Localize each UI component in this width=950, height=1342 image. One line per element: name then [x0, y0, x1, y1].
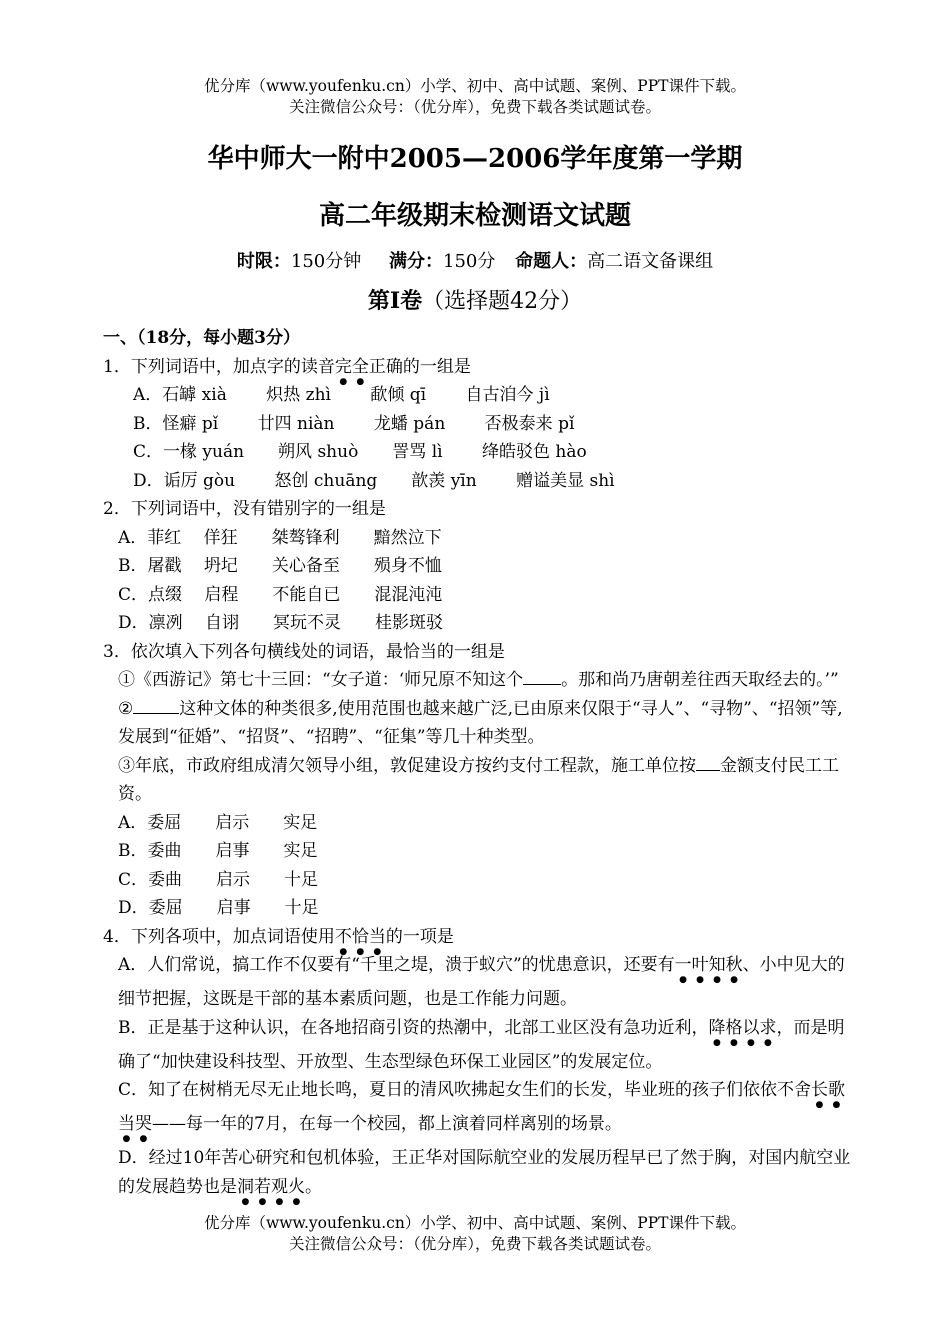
- header-line-1: 优分库（www.youfenku.cn）小学、初中、高中试题、案例、PPT课件下载。: [203, 77, 747, 95]
- q2-stem: 2．下列词语中，没有错别字的一组是: [103, 499, 386, 519]
- score-label: 满分：: [389, 251, 443, 272]
- q3-option-a: A．委屈 启示 实足: [118, 812, 318, 833]
- part-rest: （选择题42分）: [422, 289, 583, 314]
- footer-line-1: 优分库（www.youfenku.cn）小学、初中、高中试题、案例、PPT课件下载。: [203, 1214, 747, 1232]
- q4-option-a: A．人们常说，搞工作不仅要有“千里之堤，溃于蚁穴”的忧患意识，还要有一叶知秋、小中见大的细节把握，这既是干部的基本素质问题，也是工作能力问题。: [118, 955, 845, 1009]
- q3-blank-1: [523, 666, 561, 685]
- q4-option-b: B．正是基于这种认识，在各地招商引资的热潮中，北部工业区没有急功近利，降格以求，而是明确了“加快建设科技型、开放型、生态型绿色环保工业园区”的发展定位。: [118, 1017, 845, 1072]
- q3-stem: 3．依次填入下列各句横线处的词语，最恰当的一组是: [103, 641, 505, 662]
- q2-option-c: C．点缀 启程 不能自已 混混沌沌: [118, 584, 443, 605]
- q3-blank-2: [133, 695, 179, 714]
- section-heading: 一、（18分，每小题3分）: [103, 328, 300, 348]
- q4-emphasis: 不恰当: [334, 926, 386, 947]
- author-label: 命题人：: [515, 251, 588, 272]
- time-value: 150分钟: [290, 251, 362, 272]
- q4-c-emphasis: 长歌当哭: [118, 1080, 846, 1134]
- q1-emphasis: 完全: [334, 356, 369, 377]
- q2-option-d: D．凛冽 自诩 冥玩不灵 桂影斑驳: [118, 613, 444, 633]
- part-heading: [0, 284, 950, 315]
- page-header: [0, 76, 950, 118]
- q3-option-c: C．委曲 启示 十足: [118, 869, 319, 890]
- q1-stem: 1．下列词语中，加点字的读音完全正确的一组是: [103, 356, 471, 377]
- header-line-2: 关注微信公众号：（优分库），免费下载各类试题试卷。: [288, 98, 661, 116]
- q4-option-c: C．知了在树梢无尽无止地长鸣，夏日的清风吹拂起女生们的长发，毕业班的孩子们依依不舍长歌当哭——每一年的7月，在每一个校园，都上演着同样离别的场景。: [118, 1080, 846, 1134]
- page-footer: [0, 1213, 950, 1255]
- author-value: 高二语文备课组: [587, 251, 714, 272]
- q4-stem: 4．下列各项中，加点词语使用不恰当的一项是: [103, 926, 454, 947]
- q3-option-d: D．委屈 启事 十足: [118, 898, 319, 918]
- q1-option-c: C．一椽 yuán 朔风 shuò 詈骂 lì 绛皓驳色 hào: [133, 442, 587, 462]
- exam-body: [103, 324, 858, 1207]
- q1-option-a: A．石罅 xià 炽热 zhì 歃倾 qī 自古洎今 jì: [133, 385, 550, 405]
- q3-sentence-3: ③年底，市政府组成清欠领导小组，敦促建设方按约支付工程款，施工单位按 金额支付民工工资。: [103, 752, 858, 809]
- q2-option-a: A．菲红 佯狂 桀骜锋利 黯然泣下: [118, 527, 442, 548]
- score-value: 150分: [443, 251, 496, 272]
- q4-option-d: D．经过10年苦心研究和包机体验，王正华对国际航空业的发展历程早已了然于胸，对国内航空业的发展趋势也是洞若观火。: [118, 1148, 851, 1197]
- q4-a-emphasis: 一叶知秋: [674, 955, 743, 975]
- part-bold: 第Ⅰ卷: [367, 288, 423, 314]
- q3-sentence-2: ② 这种文体的种类很多,使用范围也越来越广泛,已由原来仅限于“寻人”、“寻物”、“招领”等,发展到“征婚”、“招贤”、“招聘”、“征集”等几十种类型。: [103, 695, 858, 752]
- q2-option-b: B．屠戳 坍圮 关心备至 殒身不恤: [118, 556, 442, 576]
- exam-title-line-1: 华中师大一附中2005—2006学年度第一学期: [207, 144, 743, 174]
- exam-title-line-2: 高二年级期末检测语文试题: [318, 201, 631, 231]
- q1-option-d: D．诟厉 gòu 怒创 chuāng 歆羡 yīn 赠谥美显 shì: [133, 470, 615, 491]
- q4-b-emphasis: 降格以求: [708, 1017, 777, 1038]
- q3-option-b: B．委曲 启事 实足: [118, 841, 318, 861]
- time-label: 时限：: [236, 251, 291, 272]
- q3-blank-3: [696, 752, 720, 771]
- exam-meta: [0, 247, 950, 273]
- q3-sentence-1: ①《西游记》第七十三回：“女子道：‘师兄原不知这个 。那和尚乃唐朝差往西天取经去的。’”: [103, 666, 858, 695]
- footer-line-2: 关注微信公众号：（优分库），免费下载各类试题试卷。: [288, 1235, 661, 1253]
- q4-d-emphasis: 洞若观火: [237, 1176, 305, 1197]
- q1-option-b: B．怪癖 pǐ 廿四 niàn 龙蟠 pán 否极泰来 pǐ: [133, 413, 575, 434]
